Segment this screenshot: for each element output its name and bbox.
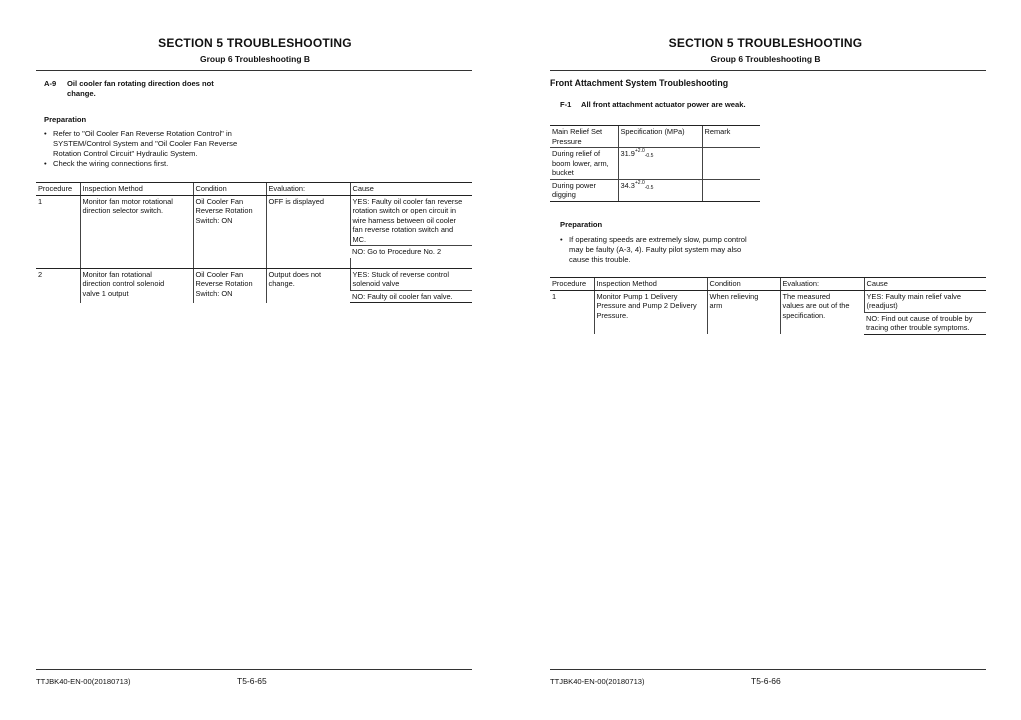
cause-yes-cell bbox=[350, 195, 472, 246]
cell-line: Switch: ON bbox=[195, 288, 233, 298]
cell-line: bucket bbox=[552, 168, 574, 177]
troubleshooting-table bbox=[550, 277, 986, 335]
cell-line: NO: Faulty oil cooler fan valve. bbox=[352, 291, 453, 301]
spec-row bbox=[550, 179, 760, 201]
spec-value: 31.9 bbox=[620, 149, 635, 158]
bullet-line: Rotation Control Circuit" Hydraulic System. bbox=[53, 149, 198, 158]
cell-line: NO: Find out cause of trouble by bbox=[866, 313, 973, 323]
separator-cell bbox=[193, 258, 266, 269]
cell-line: solenoid valve bbox=[352, 279, 400, 288]
separator-cell bbox=[350, 258, 472, 269]
header-rule bbox=[550, 70, 986, 71]
cell-line: Pressure. bbox=[596, 310, 629, 320]
inspection-method-cell bbox=[594, 290, 707, 334]
condition-cell bbox=[193, 195, 266, 258]
cell-line: direction selector switch. bbox=[82, 206, 164, 215]
column-header: Condition bbox=[193, 183, 266, 196]
table-row bbox=[36, 195, 472, 246]
item-title-line: change. bbox=[67, 89, 96, 98]
preparation-bullet bbox=[44, 129, 444, 159]
troubleshooting-table bbox=[36, 182, 472, 303]
item-code: F-1 bbox=[560, 100, 572, 109]
cell-line: Pressure and Pump 2 Delivery bbox=[596, 301, 697, 310]
footer-rule bbox=[550, 669, 986, 670]
cell-line: specification. bbox=[782, 310, 826, 320]
cell-line: digging bbox=[552, 190, 576, 199]
cell-line: change. bbox=[268, 279, 295, 288]
cell-line: Monitor fan motor rotational bbox=[82, 196, 173, 206]
cell-line: boom lower, arm, bbox=[552, 158, 609, 168]
column-header: Evaluation: bbox=[780, 278, 864, 291]
cell-line: wire harness between oil cooler bbox=[352, 215, 457, 225]
column-header: Condition bbox=[707, 278, 780, 291]
right-page bbox=[510, 0, 1021, 720]
cell-line: YES: Faulty main relief valve bbox=[866, 291, 961, 301]
spec-value: 34.3 bbox=[620, 180, 635, 190]
inspection-method-cell bbox=[80, 195, 193, 258]
spec-column-header bbox=[618, 126, 702, 148]
group-title: Group 6 Troubleshooting B bbox=[199, 54, 311, 64]
bullet-line: may be faulty (A-3, 4). Faulty pilot system may also bbox=[569, 245, 742, 254]
row-separator bbox=[36, 258, 472, 269]
preparation-bullet bbox=[560, 235, 960, 265]
cell-line: Remark bbox=[704, 127, 731, 136]
preparation-heading: Preparation bbox=[560, 220, 603, 229]
header-rule bbox=[36, 70, 472, 71]
separator-cell bbox=[80, 258, 193, 269]
bullet-line: • Refer to "Oil Cooler Fan Reverse Rotation Control" in bbox=[53, 129, 232, 138]
cell-line: Specification (MPa) bbox=[620, 127, 685, 136]
table-row bbox=[36, 268, 472, 290]
left-page bbox=[0, 0, 510, 720]
evaluation-cell bbox=[266, 268, 350, 303]
cause-yes-cell bbox=[350, 268, 472, 290]
procedure-cell: 1 bbox=[38, 196, 43, 206]
item-code: A-9 bbox=[44, 79, 57, 88]
spec-tolerance-lower: -0.5 bbox=[644, 184, 654, 191]
cell-line: values are out of the bbox=[782, 301, 850, 310]
cell-line: During power bbox=[552, 180, 596, 190]
footer-page-number: T5-6-66 bbox=[751, 676, 781, 686]
item-title: All front attachment actuator power are weak. bbox=[581, 100, 746, 109]
spec-tolerance-upper: +2.0 bbox=[634, 148, 645, 154]
item-title bbox=[67, 79, 367, 99]
cause-no-cell bbox=[864, 312, 986, 334]
preparation-list bbox=[560, 235, 960, 265]
section-title: SECTION 5 TROUBLESHOOTING bbox=[158, 36, 352, 50]
procedure-cell: 1 bbox=[552, 291, 557, 301]
cell-line: MC. bbox=[352, 234, 367, 244]
column-header: Cause bbox=[350, 183, 472, 196]
spec-column-header bbox=[550, 126, 618, 148]
column-header: Inspection Method bbox=[594, 278, 707, 291]
cell-line: NO: Go to Procedure No. 2 bbox=[352, 247, 442, 256]
group-title: Group 6 Troubleshooting B bbox=[710, 54, 821, 64]
cell-line: Pressure bbox=[552, 136, 582, 146]
cell-line: Reverse Rotation bbox=[195, 279, 253, 288]
cell-line: Monitor fan rotational bbox=[82, 269, 152, 279]
column-header: Inspection Method bbox=[80, 183, 193, 196]
section-title: SECTION 5 TROUBLESHOOTING bbox=[668, 36, 863, 50]
cell-line: fan reverse rotation switch and bbox=[352, 225, 454, 234]
evaluation-cell bbox=[780, 290, 864, 334]
column-header: Procedure bbox=[550, 278, 594, 291]
spec-tolerance-upper: +2.0 bbox=[634, 179, 645, 186]
cell-line: (readjust) bbox=[866, 301, 898, 310]
procedure-cell: 2 bbox=[38, 269, 43, 279]
cell-line: YES: Faulty oil cooler fan reverse bbox=[352, 196, 463, 206]
spec-tolerance-lower: -0.5 bbox=[644, 153, 654, 159]
cell-line: Switch: ON bbox=[195, 215, 233, 225]
spec-table bbox=[550, 125, 760, 202]
column-header: Procedure bbox=[36, 183, 80, 196]
cell-line: Monitor Pump 1 Delivery bbox=[596, 291, 678, 301]
cell-line: valve 1 output bbox=[82, 288, 129, 298]
subsystem-title: Front Attachment System Troubleshooting bbox=[550, 78, 729, 88]
preparation-list bbox=[44, 129, 444, 169]
column-header: Evaluation: bbox=[266, 183, 350, 196]
cell-line: Oil Cooler Fan bbox=[195, 269, 244, 279]
condition-cell bbox=[707, 290, 780, 334]
bullet-line: • If operating speeds are extremely slow, pump control bbox=[569, 235, 747, 244]
spec-label-cell bbox=[550, 179, 618, 201]
spec-label-cell bbox=[550, 148, 618, 180]
cause-yes-cell bbox=[864, 290, 986, 312]
cell-line: Oil Cooler Fan bbox=[195, 196, 244, 206]
cell-line: Main Relief Set bbox=[552, 127, 603, 136]
cell-line: Reverse Rotation bbox=[195, 206, 253, 215]
spec-remark-cell bbox=[702, 148, 760, 180]
cell-line: tracing other trouble symptoms. bbox=[866, 323, 970, 332]
footer-document-id: TTJBK40-EN-00(20180713) bbox=[550, 677, 645, 686]
cell-line: direction control solenoid bbox=[82, 279, 165, 288]
bullet-line: cause this trouble. bbox=[569, 255, 631, 264]
preparation-bullet bbox=[44, 159, 444, 169]
condition-cell bbox=[193, 268, 266, 303]
spec-value-cell bbox=[618, 179, 702, 201]
cell-line: YES: Stuck of reverse control bbox=[352, 269, 450, 279]
cell-line: rotation switch or open circuit in bbox=[352, 206, 457, 215]
spec-remark-cell bbox=[702, 179, 760, 201]
footer-page-number: T5-6-65 bbox=[237, 676, 267, 686]
cell-line: The measured bbox=[782, 291, 831, 301]
preparation-heading: Preparation bbox=[44, 115, 87, 124]
bullet-line: SYSTEM/Control System and "Oil Cooler Fan Reverse bbox=[53, 139, 238, 148]
spec-value-cell bbox=[618, 148, 702, 180]
cell-line: arm bbox=[709, 301, 723, 310]
cause-no-cell bbox=[350, 246, 472, 258]
spec-column-header bbox=[702, 126, 760, 148]
cell-line: During relief of bbox=[552, 149, 601, 158]
footer-rule bbox=[36, 669, 472, 670]
evaluation-cell bbox=[266, 195, 350, 258]
footer-document-id: TTJBK40-EN-00(20180713) bbox=[36, 677, 131, 686]
item-title-line: Oil cooler fan rotating direction does not bbox=[67, 79, 214, 88]
column-header: Cause bbox=[864, 278, 986, 291]
cell-line: Output does not bbox=[268, 269, 322, 279]
separator-cell bbox=[36, 258, 80, 269]
cell-line: When relieving bbox=[709, 291, 759, 301]
cause-no-cell bbox=[350, 290, 472, 303]
inspection-method-cell bbox=[80, 268, 193, 303]
separator-cell bbox=[266, 258, 350, 269]
bullet-line: • Check the wiring connections first. bbox=[53, 159, 169, 168]
table-row bbox=[550, 290, 986, 312]
spec-row bbox=[550, 148, 760, 180]
cell-line: OFF is displayed bbox=[268, 196, 324, 206]
